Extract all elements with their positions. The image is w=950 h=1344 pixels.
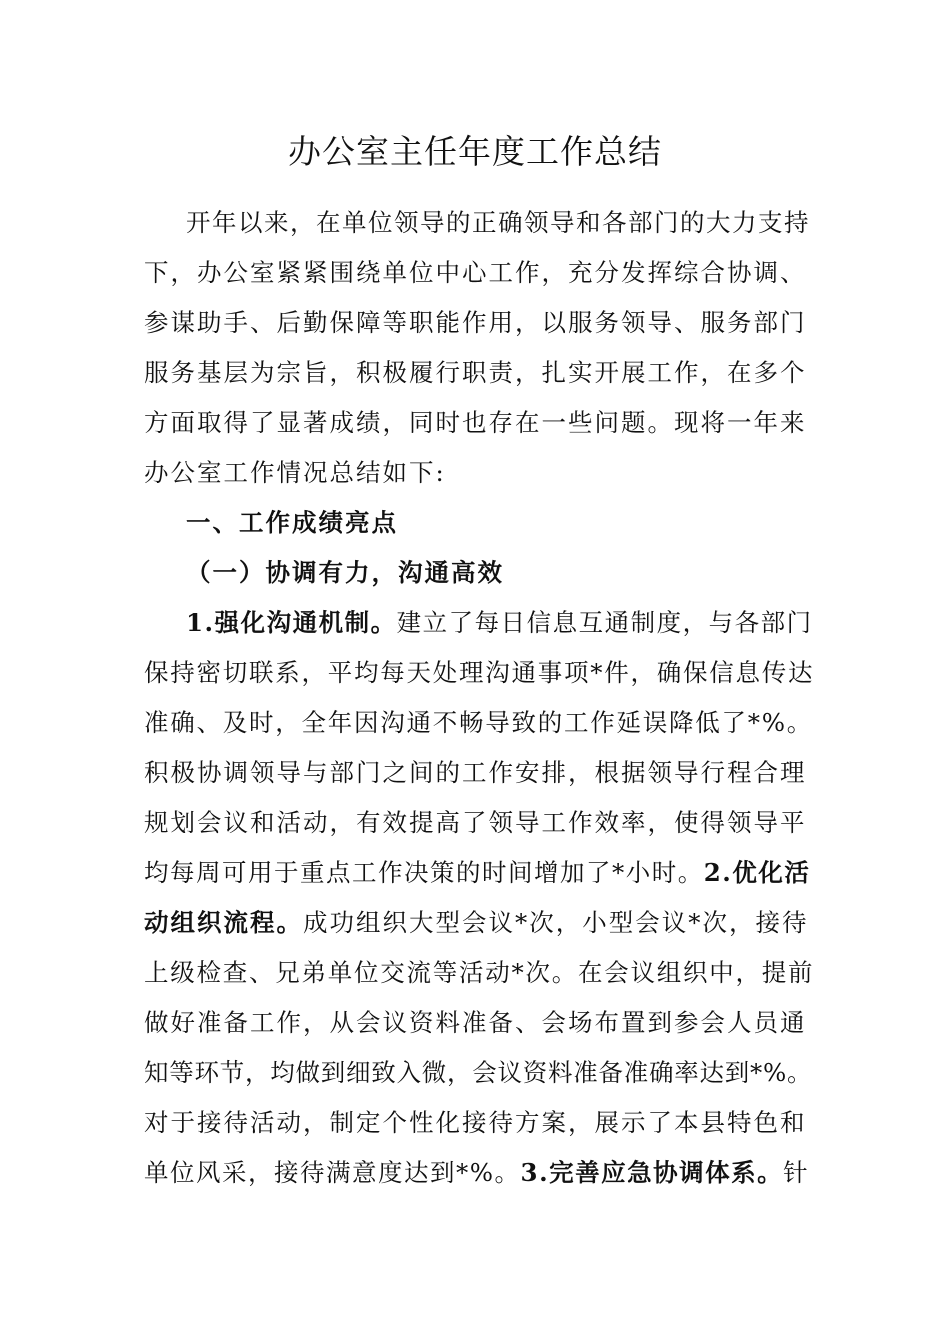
paragraph-line: 做好准备工作，从会议资料准备、会场布置到参会人员通 [144,1008,807,1037]
paragraph-line: 积极协调领导与部门之间的工作安排，根据领导行程合理 [144,758,807,787]
paragraph-text: 成功组织大型会议*次，小型会议*次，接待 [303,908,809,937]
paragraph-line [144,898,814,948]
paragraph-line: 规划会议和活动，有效提高了领导工作效率，使得领导平 [144,808,807,837]
intro-line: 开年以来，在单位领导的正确领导和各部门的大力支持 [186,208,810,237]
paragraph-line: 准确、及时，全年因沟通不畅导致的工作延误降低了*%。 [144,708,814,737]
intro-line: 参谋助手、后勤保障等职能作用，以服务领导、服务部门 [144,308,807,337]
section-heading: 一、工作成绩亮点 [186,508,398,537]
item-title: 1.强化沟通机制。 [186,608,397,637]
intro-line: 方面取得了显著成绩，同时也存在一些问题。现将一年来 [144,408,807,437]
paragraph-line: 保持密切联系，平均每天处理沟通事项*件，确保信息传达 [144,658,815,687]
paragraph-text: 针 [783,1158,810,1187]
paragraph-text: 建立了每日信息互通制度，与各部门 [396,608,813,637]
intro-line: 办公室工作情况总结如下: [144,458,446,487]
paragraph-text: 均每周可用于重点工作决策的时间增加了*小时。 [144,858,704,887]
document-title: 办公室主任年度工作总结 [288,132,662,171]
intro-line: 服务基层为宗旨，积极履行职责，扎实开展工作，在多个 [144,358,807,387]
subsection-heading: （一）协调有力，沟通高效 [186,558,504,587]
document-body [144,198,814,1198]
paragraph-line [144,848,814,898]
item-title: 2.优化活 [703,858,811,887]
paragraph-line: 对于接待活动，制定个性化接待方案，展示了本县特色和 [144,1108,807,1137]
paragraph-line [144,1148,814,1198]
paragraph-line: 上级检查、兄弟单位交流等活动*次。在会议组织中，提前 [144,958,815,987]
paragraph-line: 知等环节，均做到细致入微，会议资料准备准确率达到*%。 [144,1058,813,1087]
paragraph-text: 单位风采，接待满意度达到*%。 [144,1158,521,1187]
item-title: 3.完善应急协调体系。 [520,1158,784,1187]
paragraph-line [144,598,814,648]
intro-line: 下，办公室紧紧围绕单位中心工作，充分发挥综合协调、 [144,258,807,287]
item-title: 动组织流程。 [144,908,303,937]
